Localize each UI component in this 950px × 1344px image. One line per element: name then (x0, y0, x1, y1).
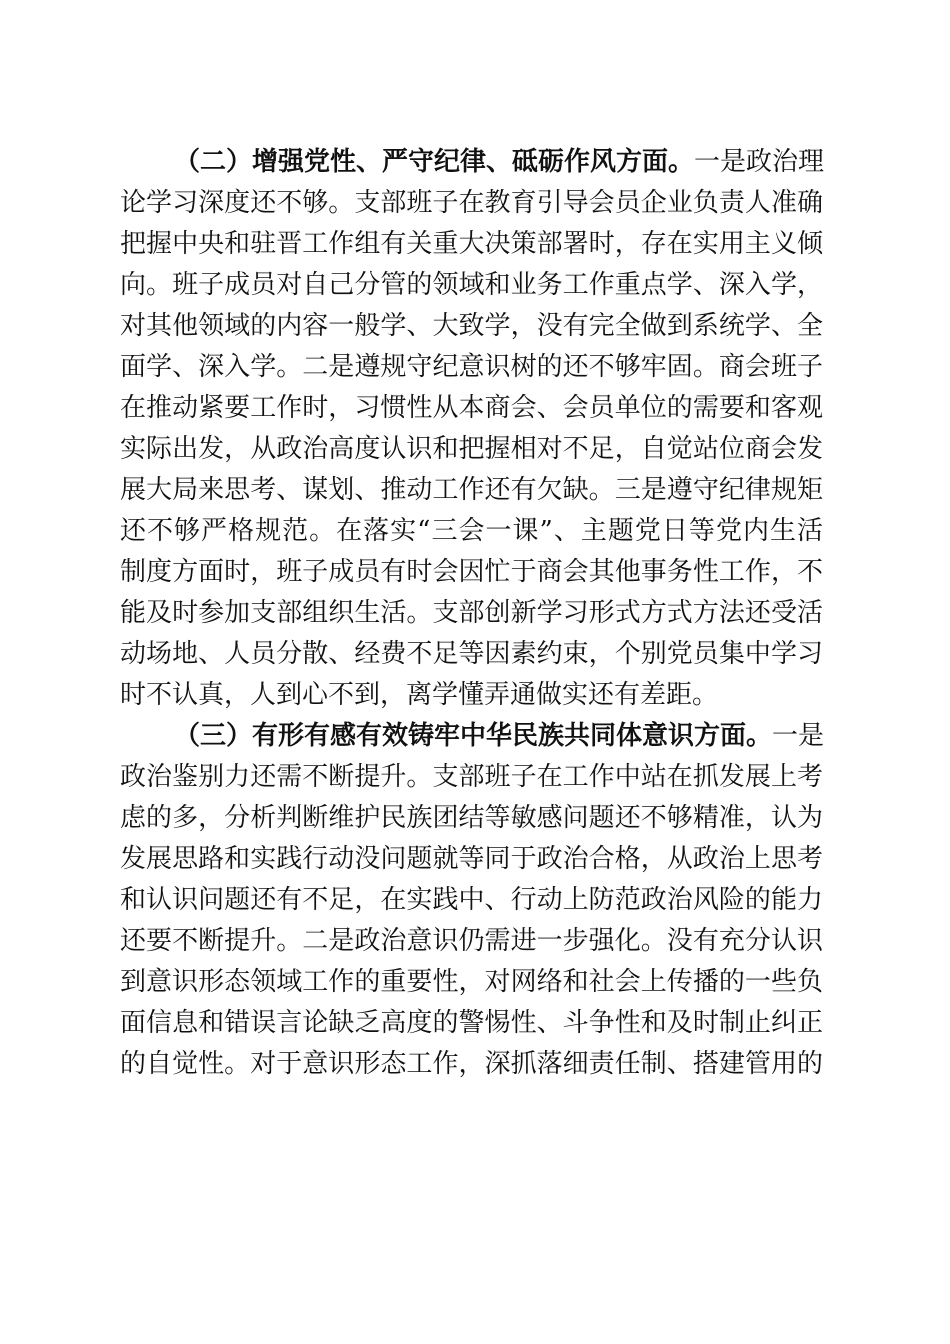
line-text: 虑的多，分析判断维护民族团结等敏感问题还不够精准，认为 (120, 803, 823, 833)
line-text: 向。班子成员对自己分管的领域和业务工作重点学、深入学， (120, 270, 823, 300)
line-text: 把握中央和驻晋工作组有关重大决策部署时，存在实用主义倾 (120, 229, 823, 259)
line-text: 到意识形态领域工作的重要性，对网络和社会上传播的一些负 (120, 967, 823, 997)
paragraph-discipline (120, 142, 823, 716)
line-text: 面信息和错误言论缺乏高度的警惕性、斗争性和及时制止纠正 (120, 1008, 823, 1038)
line-text: 实际出发，从政治高度认识和把握相对不足，自觉站位商会发 (120, 434, 823, 464)
line-text: 论学习深度还不够。支部班子在教育引导会员企业负责人准确 (120, 188, 823, 218)
paragraph-first-line (120, 142, 823, 183)
line-text: 制度方面时，班子成员有时会因忙于商会其他事务性工作，不 (120, 557, 823, 587)
line-text: 发展思路和实践行动没问题就等同于政治合格，从政治上思考 (120, 844, 823, 874)
section-heading: （二）增强党性、严守纪律、砥砺作风方面。 (174, 147, 695, 177)
line-text: 能及时参加支部组织生活。支部创新学习形式方式方法还受活 (120, 598, 823, 628)
document-page (120, 142, 823, 1085)
line-text: 在推动紧要工作时，习惯性从本商会、会员单位的需要和客观 (120, 393, 823, 423)
paragraph-national-unity (120, 716, 823, 1085)
line-text: 展大局来思考、谋划、推动工作还有欠缺。三是遵守纪律规矩 (120, 475, 823, 505)
line-text: 的自觉性。对于意识形态工作，深抓落细责任制、搭建管用的 (120, 1049, 823, 1079)
line-text: 时不认真，人到心不到，离学懂弄通做实还有差距。 (120, 680, 719, 710)
line-text: 和认识问题还有不足，在实践中、行动上防范政治风险的能力 (120, 885, 823, 915)
line-text: 还要不断提升。二是政治意识仍需进一步强化。没有充分认识 (120, 926, 823, 956)
section-heading: （三）有形有感有效铸牢中华民族共同体意识方面。 (174, 721, 773, 751)
line-text: 一是 (772, 721, 825, 751)
line-text: 对其他领域的内容一般学、大致学，没有完全做到系统学、全 (120, 311, 823, 341)
line-text: 动场地、人员分散、经费不足等因素约束，个别党员集中学习 (120, 639, 823, 669)
paragraph-first-line (120, 716, 823, 757)
line-text: 还不够严格规范。在落实“三会一课”、主题党日等党内生活 (120, 516, 823, 546)
line-text: 一是政治理 (694, 147, 825, 177)
line-text: 政治鉴别力还需不断提升。支部班子在工作中站在抓发展上考 (120, 762, 823, 792)
line-text: 面学、深入学。二是遵规守纪意识树的还不够牢固。商会班子 (120, 352, 823, 382)
